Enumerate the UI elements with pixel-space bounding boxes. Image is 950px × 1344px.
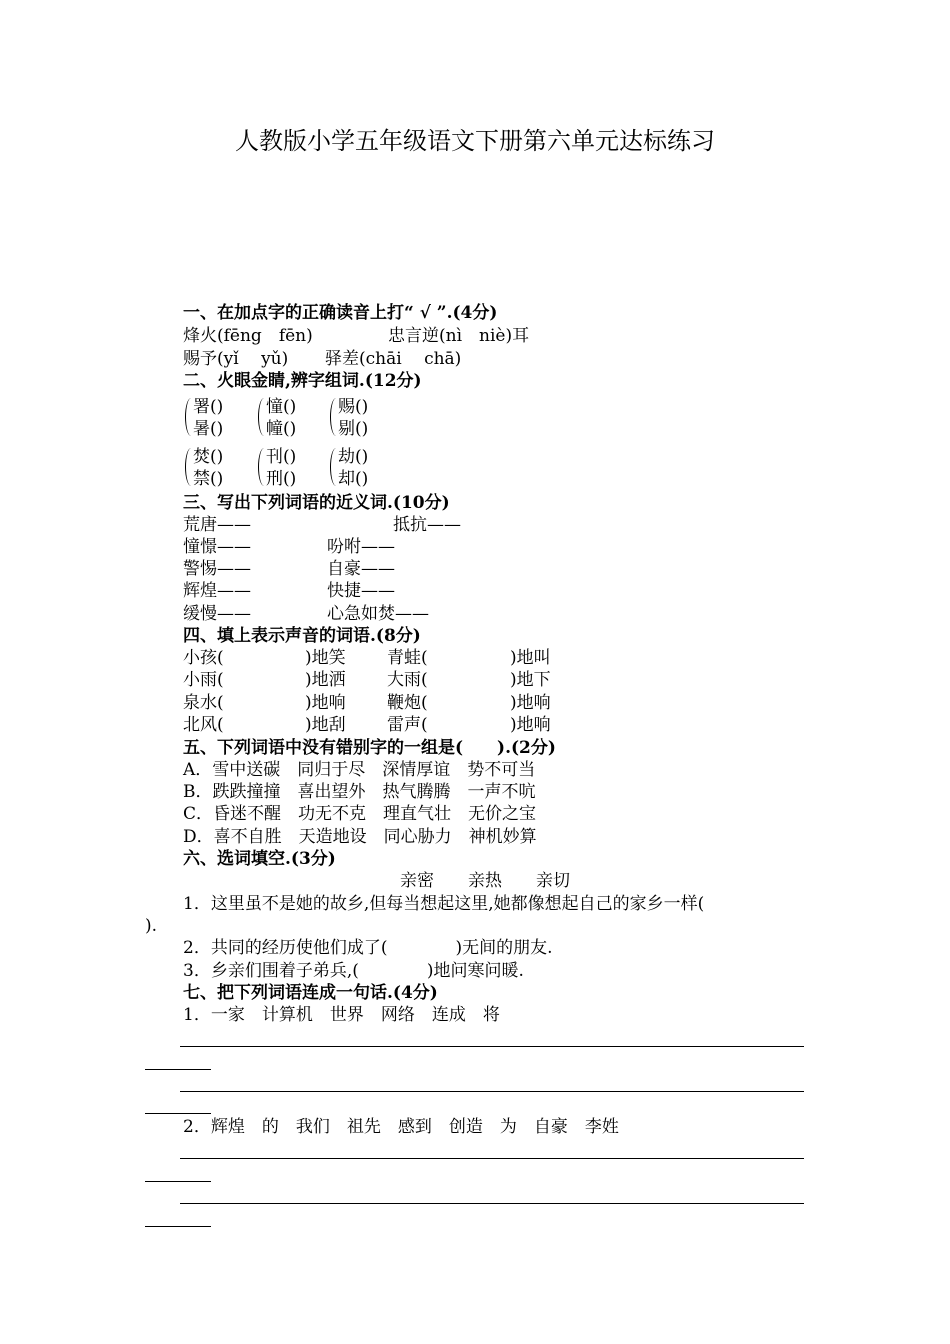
section-3-heading: 三、写出下列词语的近义词.(10分) xyxy=(183,493,450,513)
char-word: 刑() xyxy=(266,469,297,489)
sound-item: )地笑 xyxy=(305,648,346,668)
char-word: 署() xyxy=(193,397,224,417)
synonym-item: 憧憬—— xyxy=(183,537,251,557)
pinyin-item: 忠言逆(nì niè)耳 xyxy=(388,326,530,346)
char-word: 焚() xyxy=(193,447,224,467)
fill-question: 1．这里虽不是她的故乡,但每当想起这里,她都像想起自己的家乡一样( xyxy=(183,894,705,914)
synonym-item: 辉煌—— xyxy=(183,581,251,601)
choice-option: D．喜不自胜 天造地设 同心胁力 神机妙算 xyxy=(183,827,537,847)
sound-item: )地响 xyxy=(510,715,551,735)
char-word: 幢() xyxy=(266,419,297,439)
answer-line xyxy=(180,1091,804,1092)
sound-item: 小孩( xyxy=(183,648,224,668)
sound-item: 鞭炮( xyxy=(387,693,428,713)
word-choices: 亲密 亲热 亲切 xyxy=(400,871,570,891)
brace-icon xyxy=(330,448,337,486)
sound-item: )地刮 xyxy=(305,715,346,735)
section-4-heading: 四、填上表示声音的词语.(8分) xyxy=(183,626,421,646)
section-6-heading: 六、选词填空.(3分) xyxy=(183,849,336,869)
char-word: 刊() xyxy=(266,447,297,467)
sound-item: )地洒 xyxy=(305,670,346,690)
pinyin-item: 赐予(yǐ yǔ) xyxy=(183,349,289,369)
answer-line-end xyxy=(145,1226,211,1227)
char-word: 剔() xyxy=(338,419,369,439)
synonym-item: 自豪—— xyxy=(327,559,395,579)
synonym-item: 抵抗—— xyxy=(393,515,461,535)
sound-item: 青蛙( xyxy=(387,648,428,668)
synonym-item: 快捷—— xyxy=(327,581,395,601)
answer-line xyxy=(180,1046,804,1047)
sound-item: 北风( xyxy=(183,715,224,735)
char-word: 憧() xyxy=(266,397,297,417)
char-word: 禁() xyxy=(193,469,224,489)
sound-item: 泉水( xyxy=(183,693,224,713)
section-7-heading: 七、把下列词语连成一句话.(4分) xyxy=(183,983,438,1003)
fill-question: 3．乡亲们围着子弟兵,( )地问寒问暖. xyxy=(183,961,524,981)
sentence-question: 2．辉煌 的 我们 祖先 感到 创造 为 自豪 李姓 xyxy=(183,1117,619,1137)
fill-question-end: ). xyxy=(145,916,158,936)
synonym-item: 警惕—— xyxy=(183,559,251,579)
brace-icon xyxy=(330,398,337,436)
char-word: 赐() xyxy=(338,397,369,417)
char-word: 暑() xyxy=(193,419,224,439)
answer-line-end xyxy=(145,1181,211,1182)
synonym-item: 缓慢—— xyxy=(183,604,251,624)
pinyin-item: 烽火(fēng fēn) xyxy=(183,326,313,346)
answer-line xyxy=(180,1203,804,1204)
answer-line-end xyxy=(145,1069,211,1070)
pinyin-item: 驿差(chāi chā) xyxy=(325,349,462,369)
char-word: 却() xyxy=(338,469,369,489)
choice-option: B．跌跌撞撞 喜出望外 热气腾腾 一声不吭 xyxy=(183,782,536,802)
answer-line-end xyxy=(145,1113,211,1114)
choice-option: C．昏迷不醒 功无不克 理直气壮 无价之宝 xyxy=(183,804,537,824)
brace-icon xyxy=(258,398,265,436)
sound-item: )地下 xyxy=(510,670,551,690)
section-2-heading: 二、火眼金睛,辨字组词.(12分) xyxy=(183,371,422,391)
synonym-item: 心急如焚—— xyxy=(327,604,429,624)
choice-option: A．雪中送碳 同归于尽 深情厚谊 势不可当 xyxy=(183,760,536,780)
synonym-item: 吩咐—— xyxy=(327,537,395,557)
sentence-question: 1．一家 计算机 世界 网络 连成 将 xyxy=(183,1005,500,1025)
brace-icon xyxy=(185,448,192,486)
section-5-heading: 五、下列词语中没有错别字的一组是( ).(2分) xyxy=(183,738,556,758)
sound-item: 大雨( xyxy=(387,670,428,690)
sound-item: 小雨( xyxy=(183,670,224,690)
brace-icon xyxy=(185,398,192,436)
fill-question: 2．共同的经历使他们成了( )无间的朋友. xyxy=(183,938,553,958)
answer-line xyxy=(180,1158,804,1159)
char-word: 劫() xyxy=(338,447,369,467)
sound-item: )地叫 xyxy=(510,648,551,668)
sound-item: 雷声( xyxy=(387,715,428,735)
synonym-item: 荒唐—— xyxy=(183,515,251,535)
sound-item: )地响 xyxy=(510,693,551,713)
page-title: 人教版小学五年级语文下册第六单元达标练习 xyxy=(235,127,715,155)
brace-icon xyxy=(258,448,265,486)
sound-item: )地响 xyxy=(305,693,346,713)
section-1-heading: 一、在加点字的正确读音上打“ √ ”.(4分) xyxy=(183,303,498,323)
